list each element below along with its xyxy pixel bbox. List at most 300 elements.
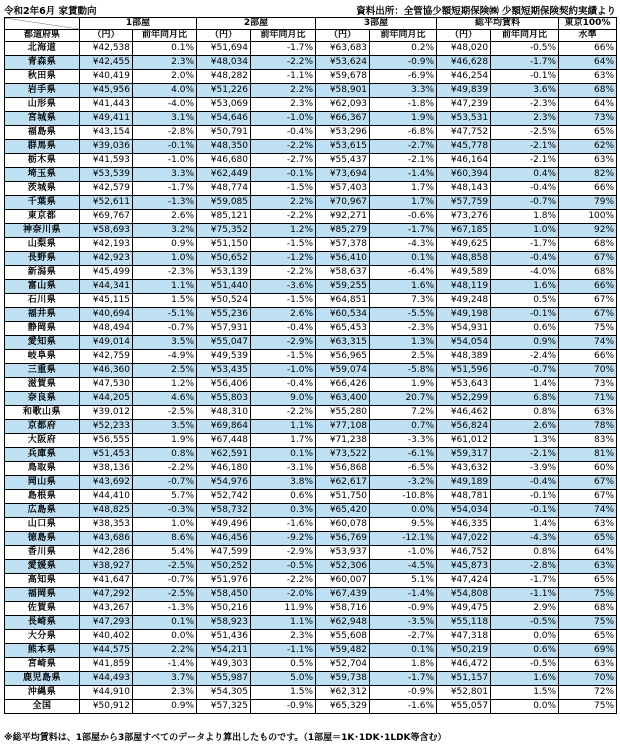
rent-3room: ¥62,617 <box>316 476 370 490</box>
table-row <box>5 560 617 574</box>
rent-2room: ¥54,211 <box>197 644 251 658</box>
change-average: -2.5% <box>491 126 559 140</box>
change-average: 2.6% <box>491 420 559 434</box>
tokyo-index: 79% <box>559 196 617 210</box>
table-row <box>5 112 617 126</box>
change-2room: 11.9% <box>251 602 316 616</box>
change-3room: -3.2% <box>370 476 437 490</box>
rent-3room: ¥57,378 <box>316 238 370 252</box>
tokyo-index: 64% <box>559 56 617 70</box>
tokyo-index: 75% <box>559 588 617 602</box>
rent-2room: ¥54,976 <box>197 476 251 490</box>
rent-3room: ¥56,410 <box>316 252 370 266</box>
change-2room: -1.5% <box>251 350 316 364</box>
rent-3room: ¥58,637 <box>316 266 370 280</box>
change-average: -2.8% <box>491 560 559 574</box>
tokyo-index: 67% <box>559 476 617 490</box>
change-2room: -9.2% <box>251 532 316 546</box>
rent-3room: ¥62,948 <box>316 616 370 630</box>
tokyo-index: 63% <box>559 406 617 420</box>
tokyo-index: 81% <box>559 448 617 462</box>
rent-2room: ¥67,448 <box>197 434 251 448</box>
change-2room: 1.1% <box>251 616 316 630</box>
tokyo-index: 65% <box>559 126 617 140</box>
pref-cell: 神奈川県 <box>5 224 80 238</box>
change-1room: 2.2% <box>133 644 197 658</box>
pref-cell: 北海道 <box>5 42 80 56</box>
change-3room: 7.2% <box>370 406 437 420</box>
rent-2room: ¥50,524 <box>197 294 251 308</box>
rent-2room: ¥53,139 <box>197 266 251 280</box>
change-average: -1.1% <box>491 588 559 602</box>
tokyo-index: 65% <box>559 630 617 644</box>
change-1room: -4.9% <box>133 350 197 364</box>
yen-header: （円） <box>316 30 370 42</box>
rent-1room: ¥47,293 <box>80 616 133 630</box>
rent-2room: ¥58,450 <box>197 588 251 602</box>
rent-1room: ¥42,455 <box>80 56 133 70</box>
table-row <box>5 644 617 658</box>
change-average: -4.0% <box>491 266 559 280</box>
rent-average: ¥67,185 <box>437 224 491 238</box>
change-1room: 5.7% <box>133 490 197 504</box>
change-average: -0.1% <box>491 490 559 504</box>
change-3room: -5.8% <box>370 364 437 378</box>
change-2room: -0.4% <box>251 378 316 392</box>
table-row <box>5 490 617 504</box>
rent-1room: ¥52,611 <box>80 196 133 210</box>
rent-average: ¥57,759 <box>437 196 491 210</box>
rent-2room: ¥50,252 <box>197 560 251 574</box>
rent-1room: ¥45,956 <box>80 84 133 98</box>
rent-1room: ¥43,267 <box>80 602 133 616</box>
tokyo-index: 63% <box>559 518 617 532</box>
change-1room: 0.0% <box>133 630 197 644</box>
pref-cell: 滋賀県 <box>5 378 80 392</box>
rent-3room: ¥73,694 <box>316 168 370 182</box>
rent-average: ¥46,628 <box>437 56 491 70</box>
rent-average: ¥60,394 <box>437 168 491 182</box>
change-average: -0.4% <box>491 252 559 266</box>
rent-3room: ¥60,007 <box>316 574 370 588</box>
pref-cell: 福井県 <box>5 308 80 322</box>
rent-3room: ¥66,426 <box>316 378 370 392</box>
change-average: 0.9% <box>491 336 559 350</box>
tokyo-index: 67% <box>559 308 617 322</box>
pref-cell: 富山県 <box>5 280 80 294</box>
change-2room: -0.4% <box>251 126 316 140</box>
pref-cell: 三重県 <box>5 364 80 378</box>
change-3room: 1.7% <box>370 182 437 196</box>
pref-cell: 栃木県 <box>5 154 80 168</box>
change-3room: 2.5% <box>370 350 437 364</box>
tokyo-index: 62% <box>559 140 617 154</box>
change-2room: 0.5% <box>251 658 316 672</box>
change-3room: -0.9% <box>370 602 437 616</box>
change-3room: 1.9% <box>370 112 437 126</box>
change-3room: -12.1% <box>370 532 437 546</box>
change-2room: -1.5% <box>251 238 316 252</box>
change-2room: -2.2% <box>251 210 316 224</box>
rent-1room: ¥47,530 <box>80 378 133 392</box>
rent-2room: ¥75,352 <box>197 224 251 238</box>
pref-cell: 青森県 <box>5 56 80 70</box>
change-3room: -10.8% <box>370 490 437 504</box>
rent-2room: ¥49,496 <box>197 518 251 532</box>
change-1room: -0.3% <box>133 504 197 518</box>
pref-cell: 京都府 <box>5 420 80 434</box>
change-average: -0.1% <box>491 308 559 322</box>
table-row <box>5 588 617 602</box>
pref-cell: 広島県 <box>5 504 80 518</box>
change-average: 0.6% <box>491 644 559 658</box>
rent-1room: ¥44,205 <box>80 392 133 406</box>
rent-3room: ¥53,937 <box>316 546 370 560</box>
table-row <box>5 98 617 112</box>
pref-cell: 佐賀県 <box>5 602 80 616</box>
pref-cell: 長野県 <box>5 252 80 266</box>
rent-1room: ¥40,419 <box>80 70 133 84</box>
yen-header: （円） <box>437 30 491 42</box>
table-row <box>5 546 617 560</box>
rent-average: ¥48,143 <box>437 182 491 196</box>
rent-3room: ¥58,901 <box>316 84 370 98</box>
change-3room: -1.7% <box>370 672 437 686</box>
rent-2room: ¥48,350 <box>197 140 251 154</box>
group-header-2room: 2部屋 <box>197 18 316 30</box>
rent-3room: ¥53,296 <box>316 126 370 140</box>
pref-cell: 東京都 <box>5 210 80 224</box>
change-average: 0.6% <box>491 322 559 336</box>
change-1room: -1.4% <box>133 658 197 672</box>
tokyo-index: 66% <box>559 42 617 56</box>
change-2room: -2.0% <box>251 588 316 602</box>
rent-average: ¥54,034 <box>437 504 491 518</box>
tokyo-index: 74% <box>559 504 617 518</box>
table-row <box>5 504 617 518</box>
rent-2room: ¥48,034 <box>197 56 251 70</box>
rent-1room: ¥44,910 <box>80 686 133 700</box>
change-average: -3.9% <box>491 462 559 476</box>
table-row <box>5 322 617 336</box>
pref-cell: 石川県 <box>5 294 80 308</box>
rent-1room: ¥38,136 <box>80 462 133 476</box>
rent-1room: ¥40,694 <box>80 308 133 322</box>
change-3room: -3.3% <box>370 434 437 448</box>
table-row <box>5 602 617 616</box>
pref-cell: 千葉県 <box>5 196 80 210</box>
change-average: -2.4% <box>491 350 559 364</box>
rent-2room: ¥56,406 <box>197 378 251 392</box>
change-average: -0.1% <box>491 70 559 84</box>
change-average: 1.4% <box>491 518 559 532</box>
change-1room: -1.0% <box>133 154 197 168</box>
rent-3room: ¥63,400 <box>316 392 370 406</box>
change-3room: -1.7% <box>370 224 437 238</box>
change-2room: -2.2% <box>251 574 316 588</box>
rent-2room: ¥54,305 <box>197 686 251 700</box>
change-3room: 0.7% <box>370 420 437 434</box>
table-row <box>5 182 617 196</box>
change-1room: 1.1% <box>133 280 197 294</box>
rent-3room: ¥92,271 <box>316 210 370 224</box>
rent-1room: ¥50,912 <box>80 700 133 714</box>
change-average: -0.4% <box>491 182 559 196</box>
change-1room: 2.3% <box>133 56 197 70</box>
pref-cell: 岩手県 <box>5 84 80 98</box>
rent-1room: ¥45,115 <box>80 294 133 308</box>
change-3room: -6.1% <box>370 448 437 462</box>
change-2room: -1.7% <box>251 42 316 56</box>
table-row <box>5 616 617 630</box>
change-2room: 3.8% <box>251 476 316 490</box>
change-average: -1.7% <box>491 238 559 252</box>
change-average: -2.3% <box>491 98 559 112</box>
change-1room: -1.3% <box>133 602 197 616</box>
tokyo-index: 68% <box>559 84 617 98</box>
change-1room: 3.3% <box>133 168 197 182</box>
rent-3room: ¥59,738 <box>316 672 370 686</box>
rent-2room: ¥62,591 <box>197 448 251 462</box>
change-3room: -2.1% <box>370 154 437 168</box>
rent-1room: ¥42,923 <box>80 252 133 266</box>
change-2room: 1.7% <box>251 434 316 448</box>
rent-average: ¥46,254 <box>437 70 491 84</box>
rent-1room: ¥41,443 <box>80 98 133 112</box>
rent-1room: ¥39,012 <box>80 406 133 420</box>
change-2room: -2.2% <box>251 406 316 420</box>
rent-2room: ¥58,923 <box>197 616 251 630</box>
rent-2room: ¥55,987 <box>197 672 251 686</box>
change-average: 1.5% <box>491 686 559 700</box>
change-2room: -1.1% <box>251 644 316 658</box>
change-average: -0.5% <box>491 616 559 630</box>
change-2room: 1.1% <box>251 420 316 434</box>
tokyo-index: 64% <box>559 546 617 560</box>
rent-3room: ¥60,078 <box>316 518 370 532</box>
change-average: 0.8% <box>491 546 559 560</box>
rent-1room: ¥43,686 <box>80 532 133 546</box>
table-row <box>5 280 617 294</box>
table-row <box>5 238 617 252</box>
tokyo-index: 60% <box>559 462 617 476</box>
rent-average: ¥48,020 <box>437 42 491 56</box>
change-2room: 1.2% <box>251 224 316 238</box>
tokyo-index: 78% <box>559 420 617 434</box>
change-2room: -1.0% <box>251 112 316 126</box>
page-title: 令和2年6月 家賃動向 <box>4 6 97 17</box>
table-row <box>5 266 617 280</box>
rent-3room: ¥65,420 <box>316 504 370 518</box>
table-row <box>5 154 617 168</box>
change-average: -4.3% <box>491 532 559 546</box>
rent-3room: ¥65,453 <box>316 322 370 336</box>
rent-table <box>4 17 617 714</box>
change-3room: 9.5% <box>370 518 437 532</box>
rent-2room: ¥46,456 <box>197 532 251 546</box>
rent-average: ¥48,119 <box>437 280 491 294</box>
rent-1room: ¥48,494 <box>80 322 133 336</box>
rent-3room: ¥62,093 <box>316 98 370 112</box>
pref-cell: 福岡県 <box>5 588 80 602</box>
table-row <box>5 532 617 546</box>
change-2room: 1.5% <box>251 686 316 700</box>
yoy-header: 前年同月比 <box>133 30 197 42</box>
rent-average: ¥51,596 <box>437 364 491 378</box>
rent-3room: ¥51,750 <box>316 490 370 504</box>
change-average: -0.4% <box>491 476 559 490</box>
change-1room: -2.3% <box>133 266 197 280</box>
change-3room: 20.7% <box>370 392 437 406</box>
rent-3room: ¥58,716 <box>316 602 370 616</box>
change-2room: 2.3% <box>251 98 316 112</box>
rent-average: ¥59,317 <box>437 448 491 462</box>
rent-3room: ¥55,608 <box>316 630 370 644</box>
rent-average: ¥51,157 <box>437 672 491 686</box>
change-1room: 3.2% <box>133 224 197 238</box>
rent-2room: ¥57,931 <box>197 322 251 336</box>
change-1room: 1.5% <box>133 294 197 308</box>
rent-1room: ¥41,647 <box>80 574 133 588</box>
change-3room: -1.4% <box>370 168 437 182</box>
tokyo-index: 65% <box>559 532 617 546</box>
page-header <box>4 3 616 16</box>
pref-cell: 香川県 <box>5 546 80 560</box>
pref-cell: 岐阜県 <box>5 350 80 364</box>
rent-average: ¥49,248 <box>437 294 491 308</box>
change-3room: 1.9% <box>370 378 437 392</box>
change-2room: -2.2% <box>251 266 316 280</box>
rent-average: ¥50,219 <box>437 644 491 658</box>
rent-average: ¥45,873 <box>437 560 491 574</box>
change-2room: -2.2% <box>251 140 316 154</box>
pref-cell: 宮城県 <box>5 112 80 126</box>
change-average: 1.6% <box>491 672 559 686</box>
rent-1room: ¥38,927 <box>80 560 133 574</box>
rent-2room: ¥52,742 <box>197 490 251 504</box>
rent-1room: ¥46,360 <box>80 364 133 378</box>
rent-1room: ¥44,341 <box>80 280 133 294</box>
rent-average: ¥49,475 <box>437 602 491 616</box>
rent-2room: ¥48,310 <box>197 406 251 420</box>
change-2room: -1.5% <box>251 182 316 196</box>
rent-3room: ¥59,074 <box>316 364 370 378</box>
tokyo-index: 92% <box>559 224 617 238</box>
rent-3room: ¥52,704 <box>316 658 370 672</box>
tokyo-index: 66% <box>559 182 617 196</box>
pref-cell: 奈良県 <box>5 392 80 406</box>
rent-average: ¥49,625 <box>437 238 491 252</box>
change-1room: 8.6% <box>133 532 197 546</box>
tokyo-index: 67% <box>559 490 617 504</box>
table-row <box>5 350 617 364</box>
rent-1room: ¥39,036 <box>80 140 133 154</box>
rent-average: ¥47,022 <box>437 532 491 546</box>
change-3room: -1.8% <box>370 98 437 112</box>
pref-cell: 宮崎県 <box>5 658 80 672</box>
header-row-units <box>5 30 617 42</box>
change-1room: 3.7% <box>133 672 197 686</box>
rent-2room: ¥51,694 <box>197 42 251 56</box>
change-2room: -3.1% <box>251 462 316 476</box>
rent-2room: ¥53,435 <box>197 364 251 378</box>
rent-average: ¥47,318 <box>437 630 491 644</box>
change-3room: -2.3% <box>370 322 437 336</box>
change-3room: -3.5% <box>370 616 437 630</box>
tokyo-index: 70% <box>559 364 617 378</box>
rent-1room: ¥47,292 <box>80 588 133 602</box>
rent-1room: ¥49,014 <box>80 336 133 350</box>
change-average: -0.5% <box>491 658 559 672</box>
change-3room: -4.5% <box>370 560 437 574</box>
pref-cell: 山梨県 <box>5 238 80 252</box>
table-row <box>5 224 617 238</box>
change-3room: -6.4% <box>370 266 437 280</box>
rent-1room: ¥48,825 <box>80 504 133 518</box>
rent-average: ¥54,808 <box>437 588 491 602</box>
rent-2room: ¥50,652 <box>197 252 251 266</box>
rent-1room: ¥43,154 <box>80 126 133 140</box>
change-1room: 2.6% <box>133 210 197 224</box>
change-3room: 3.3% <box>370 84 437 98</box>
rent-2room: ¥51,976 <box>197 574 251 588</box>
table-row <box>5 700 617 714</box>
tokyo-index: 63% <box>559 560 617 574</box>
rent-average: ¥46,472 <box>437 658 491 672</box>
change-average: -0.7% <box>491 364 559 378</box>
rent-1room: ¥42,286 <box>80 546 133 560</box>
header-row-groups <box>5 18 617 30</box>
source-note: 資料出所：全管協少額短期保険㈱ 少額短期保険契約実績より <box>356 6 616 17</box>
level-header: 水準 <box>559 30 617 42</box>
tokyo-index: 83% <box>559 434 617 448</box>
tokyo-index: 74% <box>559 336 617 350</box>
change-average: 0.0% <box>491 700 559 714</box>
change-average: 0.4% <box>491 168 559 182</box>
change-2room: -0.5% <box>251 560 316 574</box>
yoy-header: 前年同月比 <box>491 30 559 42</box>
change-1room: 2.5% <box>133 364 197 378</box>
tokyo-index: 72% <box>559 686 617 700</box>
table-row <box>5 252 617 266</box>
rent-2room: ¥51,226 <box>197 84 251 98</box>
change-average: 0.0% <box>491 630 559 644</box>
change-1room: 0.1% <box>133 616 197 630</box>
rent-average: ¥48,858 <box>437 252 491 266</box>
change-3room: 5.1% <box>370 574 437 588</box>
rent-3room: ¥59,255 <box>316 280 370 294</box>
tokyo-index: 64% <box>559 98 617 112</box>
change-2room: -0.1% <box>251 168 316 182</box>
rent-1room: ¥69,767 <box>80 210 133 224</box>
rent-average: ¥53,643 <box>437 378 491 392</box>
change-2room: 5.0% <box>251 672 316 686</box>
rent-3room: ¥73,522 <box>316 448 370 462</box>
rent-3room: ¥56,965 <box>316 350 370 364</box>
pref-cell: 島根県 <box>5 490 80 504</box>
rent-3room: ¥67,439 <box>316 588 370 602</box>
yen-header: （円） <box>80 30 133 42</box>
table-row <box>5 126 617 140</box>
change-1room: 1.2% <box>133 378 197 392</box>
rent-2room: ¥47,599 <box>197 546 251 560</box>
table-row <box>5 658 617 672</box>
table-row <box>5 686 617 700</box>
change-1room: -0.1% <box>133 140 197 154</box>
rent-2room: ¥57,325 <box>197 700 251 714</box>
change-1room: -2.5% <box>133 406 197 420</box>
pref-cell: 鹿児島県 <box>5 672 80 686</box>
